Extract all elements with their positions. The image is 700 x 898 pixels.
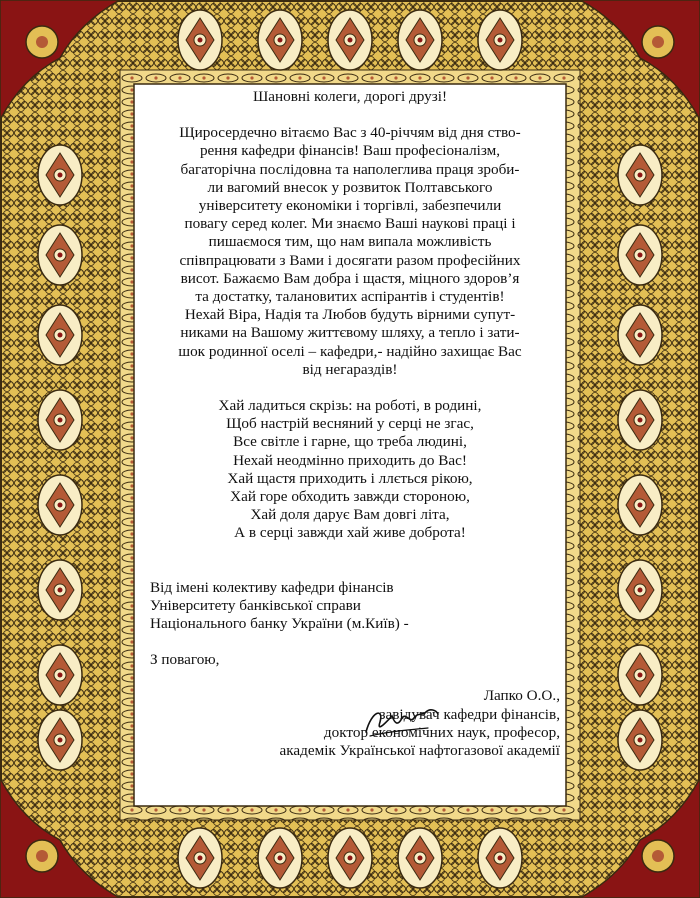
poem-line: Нехай неодмінно приходить до Вас! <box>233 451 467 469</box>
body-line: та достатку, талановитих аспірантів і студентів! <box>195 288 505 306</box>
medallion-icon <box>618 645 662 705</box>
medallion-icon <box>618 390 662 450</box>
medallion-icon <box>178 828 222 888</box>
medallion-icon <box>328 10 372 70</box>
poem <box>140 397 560 543</box>
medallion-icon <box>618 305 662 365</box>
medallion-icon <box>398 10 442 70</box>
medallion-icon <box>618 560 662 620</box>
medallion-icon <box>258 10 302 70</box>
sender-line: Національного банку України (м.Київ) - <box>150 615 409 633</box>
sender-line: Від імені колективу кафедри фінансів <box>150 578 394 596</box>
letter <box>140 88 560 760</box>
medallion-icon <box>618 225 662 285</box>
poem-line: Щоб настрій весняний у серці не згас, <box>226 415 474 433</box>
poem-line: Хай ладиться скрізь: на роботі, в родині, <box>218 397 482 415</box>
medallion-icon <box>38 390 82 450</box>
closing: З повагою, <box>150 651 220 669</box>
signer-title: доктор економічних наук, професор, <box>323 723 560 741</box>
signer-title: завідувач кафедри фінансів, <box>379 705 560 723</box>
body-line: Нехай Віра, Надія та Любов будуть вірними супут- <box>184 306 516 324</box>
body-line: Щиросердечно вітаємо Вас з 40-річчям від дня ство- <box>179 124 521 142</box>
medallion-icon <box>178 10 222 70</box>
body-paragraph <box>140 124 560 379</box>
medallion-icon <box>618 145 662 205</box>
body-line: никами на Вашому життєвому шляху, а тепло і зати- <box>180 324 520 342</box>
body-line: пишаємося тим, що нам випала можливість <box>208 233 492 251</box>
poem-line: Хай горе обходить завжди стороною, <box>230 488 470 506</box>
medallion-icon <box>38 145 82 205</box>
body-line: співпрацювати з Вами і досягати разом професійних <box>179 251 521 269</box>
body-line: висот. Бажаємо Вам добра і щастя, міцного здоров’я <box>180 269 520 287</box>
medallion-icon <box>38 225 82 285</box>
handwritten-signature <box>362 702 442 742</box>
body-line: шок родинної оселі – кафедри,- надійно захищає Вас <box>178 342 522 360</box>
body-line: ли вагомий внесок у розвиток Полтавського <box>207 178 493 196</box>
medallion-icon <box>328 828 372 888</box>
medallion-icon <box>478 10 522 70</box>
greeting: Шановні колеги, дорогі друзі! <box>252 88 448 105</box>
body-line: від негараздів! <box>302 360 398 378</box>
signer-name: Лапко О.О., <box>483 687 560 705</box>
poem-line: Все світле і гарне, що треба людині, <box>233 433 467 451</box>
signer-block <box>140 687 560 760</box>
medallion-icon <box>38 645 82 705</box>
medallion-icon <box>618 475 662 535</box>
medallion-icon <box>38 305 82 365</box>
body-line: багаторічна послідовна та наполеглива праця зроби- <box>180 160 520 178</box>
poem-line: Хай доля дарує Вам довгі літа, <box>250 506 450 524</box>
medallion-icon <box>478 828 522 888</box>
medallion-icon <box>618 710 662 770</box>
sender-block <box>140 579 560 634</box>
body-line: повагу серед колег. Ми знаємо Ваші наукові праці і <box>184 215 516 233</box>
medallion-icon <box>398 828 442 888</box>
body-line: рення кафедри фінансів! Ваш професіоналізм, <box>199 142 501 160</box>
medallion-icon <box>258 828 302 888</box>
sender-line: Університету банківської справи <box>150 596 361 614</box>
poem-line: Хай щастя приходить і ллється рікою, <box>227 469 473 487</box>
body-line: університету економіки і торгівлі, забезпечили <box>198 197 502 215</box>
signer-title: академік Української нафтогазової академії <box>279 742 560 760</box>
medallion-icon <box>38 710 82 770</box>
medallion-icon <box>38 475 82 535</box>
medallion-icon <box>38 560 82 620</box>
poem-line: А в серці завжди хай живе доброта! <box>234 524 466 542</box>
